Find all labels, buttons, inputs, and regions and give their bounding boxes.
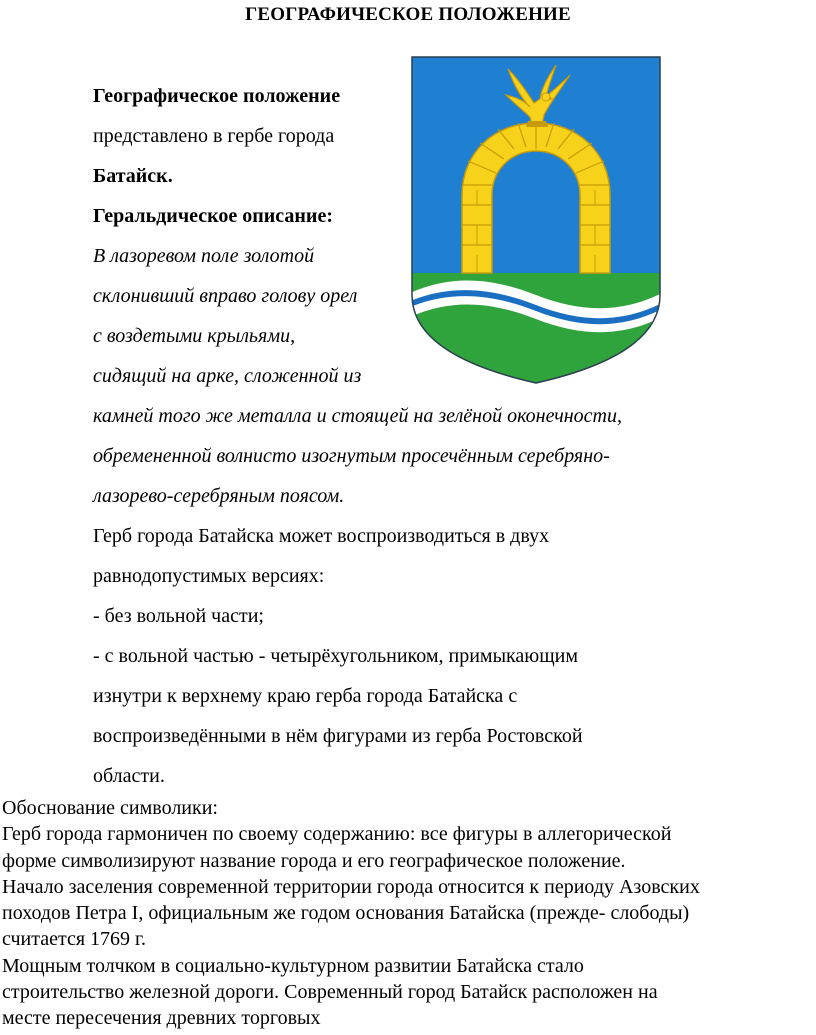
versions-line: воспроизведёнными в нём фигурами из герба Ростовской	[93, 725, 583, 747]
heraldic-line: сидящий на арке, сложенной из	[93, 365, 362, 387]
versions-line: - без вольной части;	[93, 605, 264, 627]
coat-of-arms-image	[410, 55, 662, 385]
symbolism-heading: Обоснование символики:	[2, 797, 218, 819]
versions-line: области.	[93, 765, 165, 787]
city-name: Батайск.	[93, 165, 173, 187]
heraldic-line: лазорево-серебряным поясом.	[93, 485, 345, 507]
versions-line: равнодопустимых версиях:	[93, 565, 325, 587]
symbolism-line: строительство железной дороги. Современный город Батайск расположен на	[2, 981, 658, 1004]
heraldic-line: с воздетыми крыльями,	[93, 325, 296, 347]
symbolism-line: походов Петра I, официальным же годом основания Батайска (прежде- слободы)	[2, 902, 690, 925]
symbolism-block	[2, 795, 814, 1032]
heraldic-line: В лазоревом поле золотой	[93, 245, 315, 267]
symbolism-line: считается 1769 г.	[2, 928, 146, 951]
symbolism-line: месте пересечения древних торговых	[2, 1007, 321, 1030]
versions-line: - с вольной частью - четырёхугольником, примыкающим	[93, 645, 579, 667]
page-title: ГЕОГРАФИЧЕСКОЕ ПОЛОЖЕНИЕ	[245, 4, 571, 25]
symbolism-line: Герб города гармоничен по своему содержанию: все фигуры в аллегорической	[2, 823, 672, 846]
versions-line: Герб города Батайска может воспроизводиться в двух	[93, 525, 550, 547]
versions-line: изнутри к верхнему краю герба города Батайска с	[93, 685, 518, 707]
symbolism-line: Мощным толчком в социально-культурном развитии Батайска стало	[2, 954, 584, 977]
heraldic-line: камней того же металла и стоящей на зелёной оконечности,	[93, 405, 622, 427]
intro-heading: Географическое положение	[93, 85, 341, 107]
symbolism-line: форме символизируют название города и его географическое положение.	[2, 849, 626, 872]
intro-line: представлено в гербе города	[93, 125, 335, 147]
heraldic-line: обремененной волнисто изогнутым просечённым серебряно-	[93, 445, 610, 467]
symbolism-line: Начало заселения современной территории города относится к периоду Азовских	[2, 875, 700, 898]
heraldic-heading: Геральдическое описание:	[93, 205, 333, 227]
heraldic-line: склонивший вправо голову орел	[93, 285, 358, 307]
